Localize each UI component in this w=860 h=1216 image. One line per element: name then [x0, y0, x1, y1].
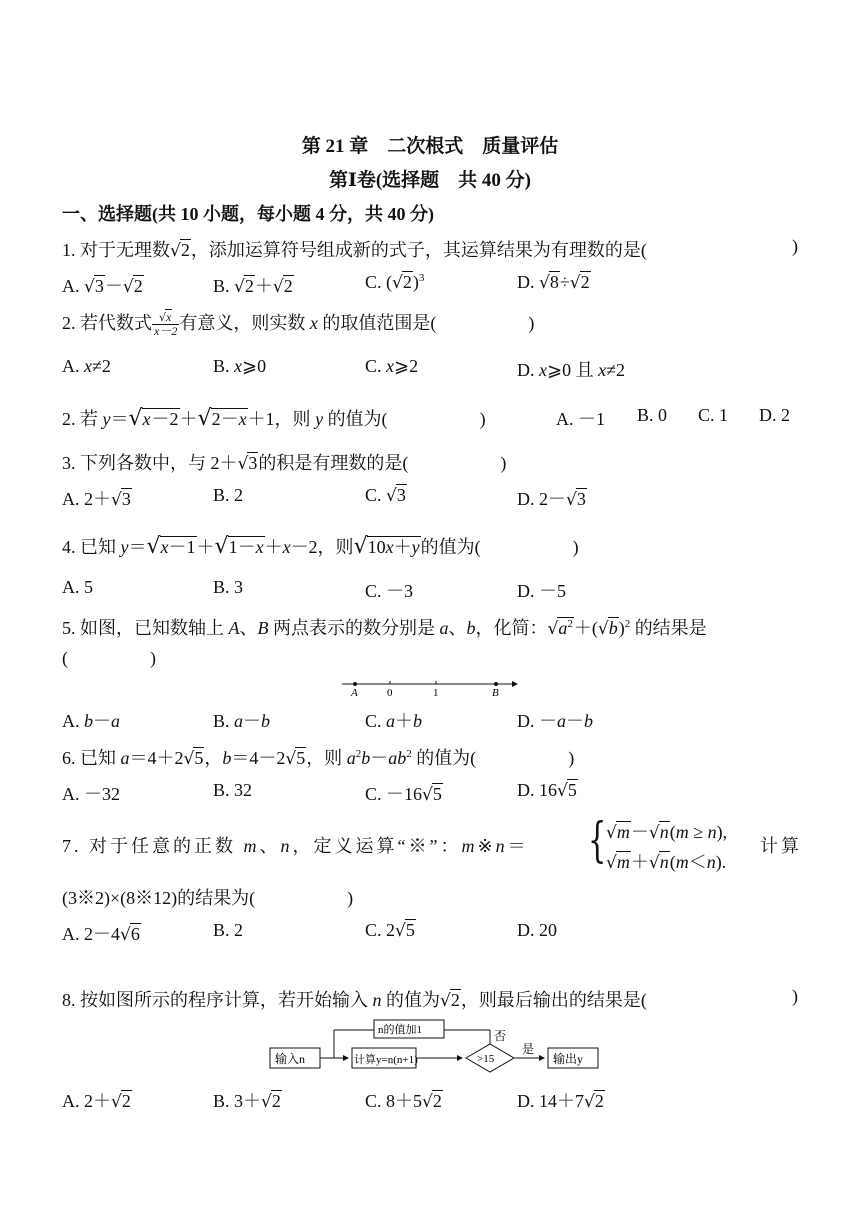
q2b-option-d[interactable]: D. 2 [759, 405, 790, 425]
svg-text:输入n: 输入n [275, 1052, 306, 1066]
q8-option-b[interactable]: B. 3＋√2 [213, 1091, 281, 1112]
q4-option-b[interactable]: B. 3 [213, 577, 244, 597]
label-1: 1 [433, 687, 439, 699]
q3-option-d[interactable]: D. 2－√3 [517, 489, 586, 510]
label-a: A [351, 687, 358, 699]
arrow-icon [512, 681, 518, 687]
point-a [353, 682, 357, 686]
svg-text:n的值加1: n的值加1 [378, 1024, 422, 1036]
piecewise-case-1: √m－√n(m ≥ n), [606, 822, 728, 843]
q7-option-b[interactable]: B. 2 [213, 920, 244, 940]
question-3: 3. 下列各数中，与 2＋√3的积是有理数的是( ) [62, 453, 507, 474]
q7-option-d[interactable]: D. 20 [517, 920, 557, 940]
q6-option-a[interactable]: A. －32 [62, 784, 120, 804]
q5-option-b[interactable]: B. a－b [213, 711, 271, 731]
question-1: 1. 对于无理数√2，添加运算符号组成新的式子，其运算结果为有理数的是( [62, 240, 647, 261]
q3-option-c[interactable]: C. √3 [365, 485, 406, 506]
label-b: B [492, 687, 499, 699]
q5-option-c[interactable]: C. a＋b [365, 711, 423, 731]
question-7-cont: (3※2)×(8※12)的结果为( ) [62, 888, 354, 908]
svg-text:计算y=n(n+1): 计算y=n(n+1) [354, 1054, 418, 1066]
flowchart [266, 1016, 606, 1078]
q2b-option-a[interactable]: A. －1 [556, 409, 605, 429]
page-title: 第 21 章 二次根式 质量评估 [301, 136, 559, 157]
q1-option-c[interactable]: C. $(√2)^3$ [365, 272, 425, 293]
point-b [494, 682, 498, 686]
question-6: 6. 已知 a＝4＋2√5，b＝4－2√5，则 $a^2b-ab^2$ 的值为( ) [62, 748, 575, 769]
q2b-option-c[interactable]: C. 1 [698, 405, 729, 425]
q6-option-d[interactable]: D. 16√5 [517, 780, 577, 801]
q6-option-c[interactable]: C. －16√5 [365, 784, 442, 805]
question-7-calc: 计算 [760, 836, 802, 856]
question-5: 5. 如图，已知数轴上 A、B 两点表示的数分别是 a、b，化简：$√a^2+(√b)^2$ 的结果是 [62, 618, 707, 639]
q2a-option-b[interactable]: B. x⩾0 [213, 356, 267, 376]
section-heading: 一、选择题(共 10 小题，每小题 4 分，共 40 分) [62, 204, 434, 224]
question-2b: 2. 若 y＝√x－2＋√2－x＋1，则 y 的值为( ) [62, 406, 486, 431]
q7-option-c[interactable]: C. 2√5 [365, 920, 415, 941]
question-8: 8. 按如图所示的程序计算，若开始输入 n 的值为√2，则最后输出的结果是( [62, 990, 647, 1011]
q2a-option-c[interactable]: C. x⩾2 [365, 356, 419, 376]
svg-text:输出y: 输出y [553, 1052, 584, 1066]
q2b-option-b[interactable]: B. 0 [637, 405, 668, 425]
q2a-option-d[interactable]: D. x⩾0 且 x≠2 [517, 360, 625, 380]
q1-option-a[interactable]: A. √3－√2 [62, 276, 143, 297]
q5-option-a[interactable]: A. b－a [62, 711, 120, 731]
q5-option-d[interactable]: D. －a－b [517, 711, 593, 731]
label-0: 0 [387, 687, 393, 699]
q6-option-b[interactable]: B. 32 [213, 780, 253, 800]
svg-text:>15: >15 [477, 1053, 495, 1065]
svg-text:否: 否 [494, 1029, 507, 1043]
q4-option-c[interactable]: C. －3 [365, 581, 414, 601]
q8-option-c[interactable]: C. 8＋5√2 [365, 1091, 442, 1112]
q7-option-a[interactable]: A. 2－4√6 [62, 924, 140, 945]
q8-option-a[interactable]: A. 2＋√2 [62, 1091, 131, 1112]
piecewise-brace: { [588, 812, 607, 868]
q3-option-b[interactable]: B. 2 [213, 485, 244, 505]
piecewise-case-2: √m＋√n(m＜n). [606, 852, 727, 873]
question-7: 7. 对于任意的正数 m、n，定义运算“※”：m※n＝ [62, 836, 529, 856]
question-5-paren: ( ) [62, 648, 156, 668]
q2a-option-a[interactable]: A. x≠2 [62, 356, 111, 376]
q1-option-b[interactable]: B. √2＋√2 [213, 276, 293, 297]
question-2a: 2. 若代数式 $\frac{√x}{x-2}$ 有意义，则实数 x 的取值范围是( ) [62, 310, 535, 339]
page-subtitle: 第Ⅰ卷(选择题 共 40 分) [328, 170, 532, 191]
svg-text:是: 是 [522, 1042, 535, 1056]
question-4: 4. 已知 y＝√x－1＋√1－x＋x－2，则√10x＋y的值为( ) [62, 534, 579, 559]
q3-option-a[interactable]: A. 2＋√3 [62, 489, 131, 510]
q4-option-a[interactable]: A. 5 [62, 577, 93, 597]
answer-paren: ) [792, 236, 798, 256]
number-line-figure [340, 676, 520, 700]
q8-option-d[interactable]: D. 14＋7√2 [517, 1091, 604, 1112]
q1-option-d[interactable]: D. √8÷√2 [517, 272, 590, 293]
answer-paren-8: ) [792, 986, 798, 1006]
q4-option-d[interactable]: D. －5 [517, 581, 566, 601]
